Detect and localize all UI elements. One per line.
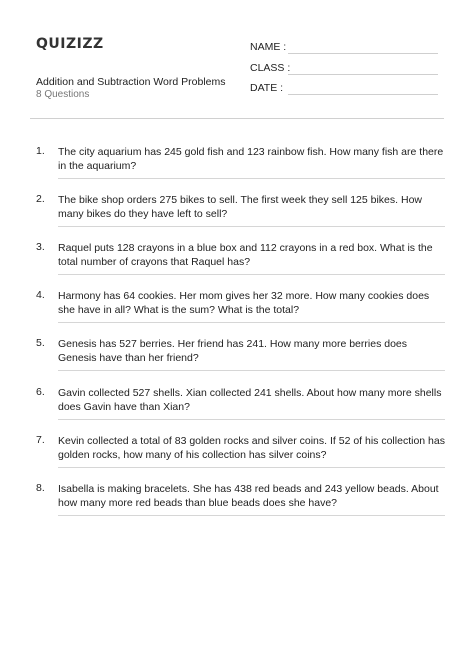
- question-text: Isabella is making bracelets. She has 438 red beads and 243 yellow beads. About how many more red beads than blue beads does she have?: [58, 483, 439, 509]
- question-text: Gavin collected 527 shells. Xian collected 241 shells. About how many more shells does Gavin have than Xian?: [58, 387, 442, 413]
- question-text: Genesis has 527 berries. Her friend has 241. How many more berries does Genesis have than her friend?: [58, 338, 408, 364]
- quizizz-logo: QUIZIZZ: [36, 36, 104, 52]
- answer-line[interactable]: [58, 226, 445, 227]
- date-label: DATE :: [250, 82, 284, 94]
- question-number: 5.: [36, 337, 45, 349]
- question-number: 4.: [36, 289, 45, 301]
- name-field[interactable]: [288, 53, 438, 54]
- question-number: 3.: [36, 241, 45, 253]
- class-field[interactable]: [288, 74, 438, 75]
- question-number: 2.: [36, 193, 45, 205]
- answer-line[interactable]: [58, 322, 445, 323]
- question-number: 7.: [36, 434, 45, 446]
- question-text: Harmony has 64 cookies. Her mom gives her 32 more. How many cookies does she have in all? What is the sum? What is the total?: [58, 290, 430, 316]
- class-label: CLASS :: [250, 62, 291, 74]
- answer-line[interactable]: [58, 419, 445, 420]
- question-text: The city aquarium has 245 gold fish and 123 rainbow fish. How many fish are there in the aquarium?: [58, 146, 444, 172]
- answer-line[interactable]: [58, 370, 445, 371]
- question-number: 8.: [36, 482, 45, 494]
- question-number: 6.: [36, 386, 45, 398]
- answer-line[interactable]: [58, 515, 445, 516]
- question-text: Kevin collected a total of 83 golden rocks and silver coins. If 52 of his collection has golden rocks, how many of his collection has silver coins?: [58, 435, 445, 461]
- question-number: 1.: [36, 145, 45, 157]
- question-count: 8 Questions: [36, 89, 90, 100]
- answer-line[interactable]: [58, 274, 445, 275]
- name-label: NAME :: [250, 41, 287, 53]
- header-divider: [30, 118, 444, 119]
- worksheet-title: Addition and Subtraction Word Problems: [36, 76, 226, 88]
- question-text: Raquel puts 128 crayons in a blue box and 112 crayons in a red box. What is the total number of crayons that Raquel has?: [58, 242, 433, 268]
- question-text: The bike shop orders 275 bikes to sell. The first week they sell 125 bikes. How many bikes do they have left to sell?: [58, 194, 422, 220]
- answer-line[interactable]: [58, 467, 445, 468]
- answer-line[interactable]: [58, 178, 445, 179]
- date-field[interactable]: [288, 94, 438, 95]
